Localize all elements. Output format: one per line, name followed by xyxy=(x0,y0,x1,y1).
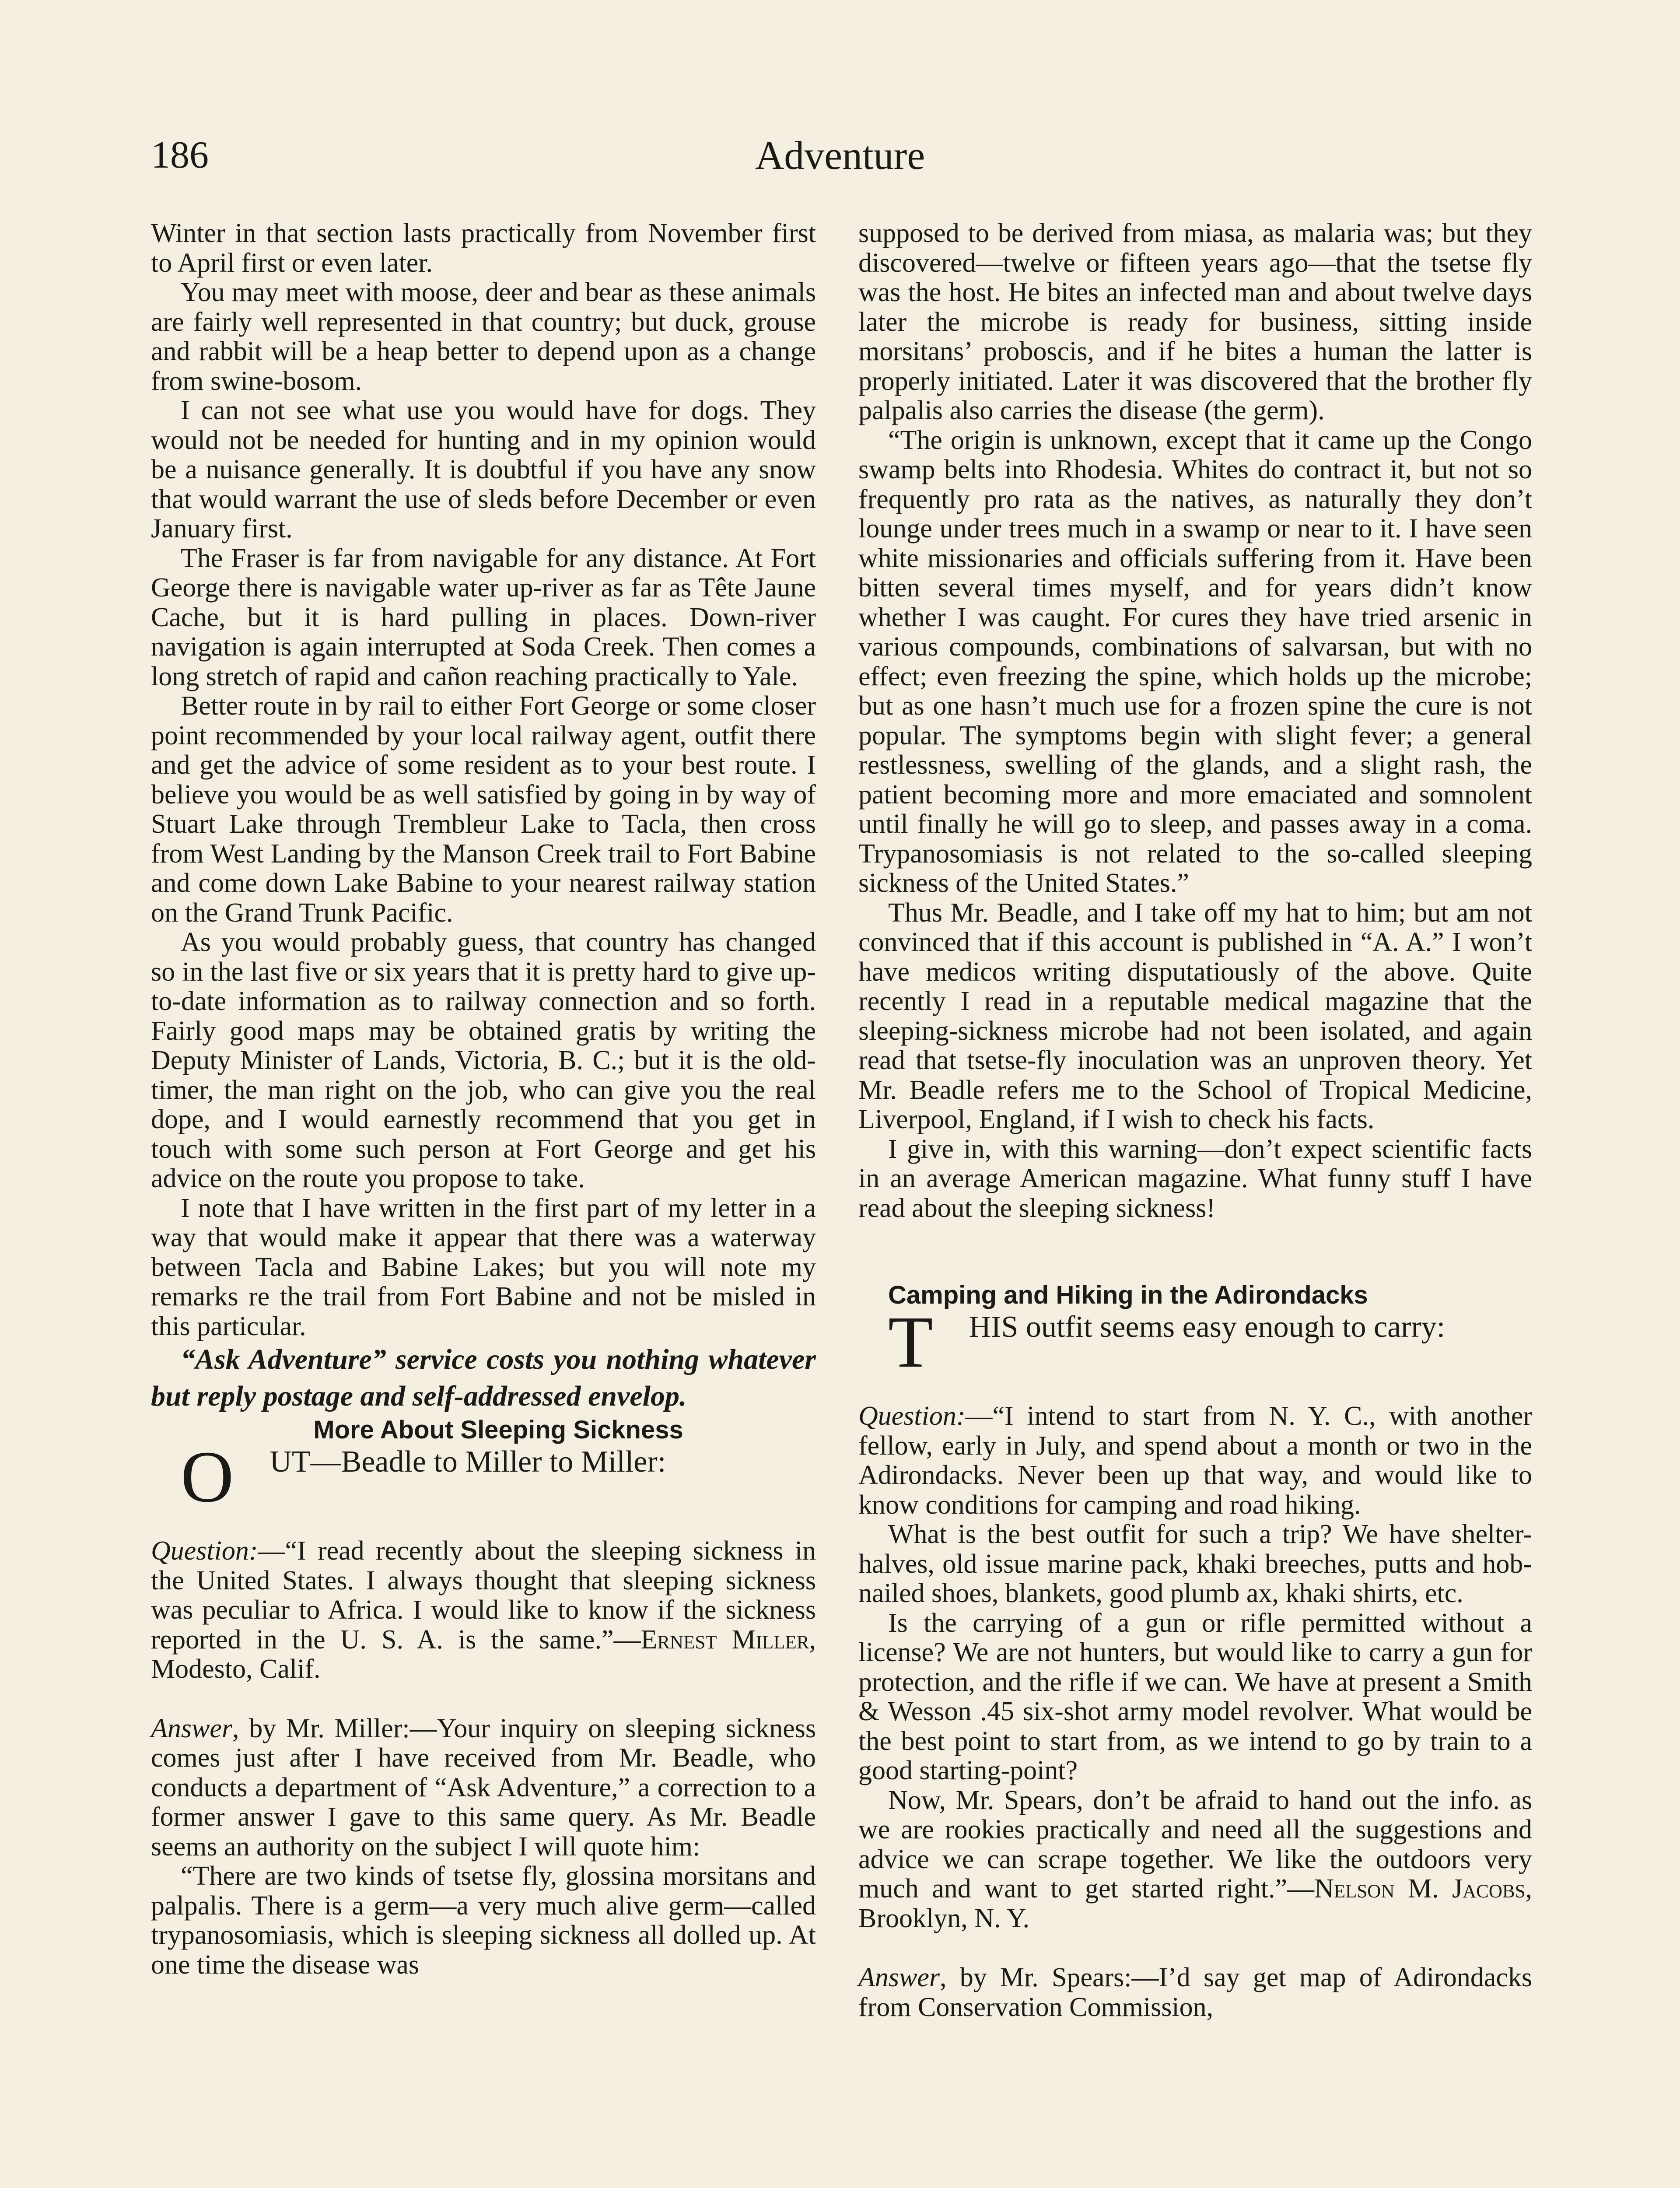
answer-text: , by Mr. Spears:—I’d say get map of Adirondacks from Conservation Commission, xyxy=(858,1963,1532,2022)
question-paragraph xyxy=(151,1536,816,1684)
answer-paragraph xyxy=(858,1963,1532,2022)
paragraph: “The origin is unknown, except that it came up the Congo swamp belts into Rhodesia. Whites do contract it, but not so frequently pro rata as the natives, as naturally they don’t lounge under trees much in a swamp or near to it. I have seen white missionaries and officials suffering from it. Have been bitten several times myself, and for years didn’t know whether I was caught. For cures they have tried arsenic in various compounds, combinations of salvarsan, but with no effect; even freezing the spine, which holds up the microbe; but as one hasn’t much use for a frozen spine the cure is not popular. The symptoms begin with slight fever; a general restlessness, swelling of the glands, and a slight rash, the patient becoming more and more emaciated and somnolent until finally he will go to sleep, and passes away in a coma. Trypanosomiasis is not related to the so-called sleeping sickness of the United States.” xyxy=(858,425,1532,898)
page-number: 186 xyxy=(151,134,209,176)
lead-text: HIS outfit seems easy enough to carry: xyxy=(969,1310,1446,1344)
paragraph: supposed to be derived from miasa, as malaria was; but they discovered—twelve or fifteen years ago—that the tsetse fly was the host. He bites an infected man and about twelve days later the microbe is ready for business, sitting inside morsitans’ proboscis, and if he bites a human the latter is properly initiated. Later it was discovered that the brother fly palpalis also carries the disease (the germ). xyxy=(858,218,1532,425)
question-paragraph: Is the carrying of a gun or rifle permitted without a license? We are not hunters, but would like to carry a gun for protection, and the rifle if we can. We have at present a Smith & Wesson .45 six-shot army model revolver. What would be the best point to start from, as we intend to go by train to a good starting-point? xyxy=(858,1608,1532,1785)
question-place: , Modesto, Calif. xyxy=(151,1624,816,1684)
paragraph: The Fraser is far from navigable for any distance. At Fort George there is navigable water up-river as far as Tête Jaune Cache, but it is hard pulling in places. Down-river navigation is again interrupted at Soda Creek. Then comes a long stretch of rapid and cañon reaching practically to Yale. xyxy=(151,543,816,691)
drop-cap: T xyxy=(888,1301,933,1383)
question-label: Question: xyxy=(151,1536,258,1566)
paragraph: As you would probably guess, that country has changed so in the last five or six years that it is pretty hard to give up-to-date information as to railway connection and so forth. Fairly good maps may be obtained gratis by writing the Deputy Minister of Lands, Victoria, B. C.; but it is the old-timer, the man right on the job, who can give you the real dope, and I would earnestly recommend that you get in touch with some such person at Fort George and get his advice on the route you propose to take. xyxy=(151,927,816,1193)
answer-text: , by Mr. Miller:—Your inquiry on sleeping sickness comes just after I have received from Mr. Beadle, who conducts a department of “Ask Adventure,” a correction to a former answer I gave to this same query. As Mr. Beadle seems an authority on the subject I will quote him: xyxy=(151,1713,816,1862)
question-place: , Brooklyn, N. Y. xyxy=(858,1874,1533,1933)
right-column xyxy=(858,219,1532,2022)
question-label: Question: xyxy=(858,1401,966,1431)
question-paragraph xyxy=(858,1786,1532,1934)
paragraph: Better route in by rail to either Fort George or some closer point recommended by your local railway agent, outfit there and get the advice of some resident as to your best route. I believe you would be as well satisfied by going in by way of Stuart Lake through Trembleur Lake to Tacla, then cross from West Landing by the Manson Creek trail to Fort Babine and come down Lake Babine to your nearest railway station on the Grand Trunk Pacific. xyxy=(151,691,816,928)
quoted-paragraph: “There are two kinds of tsetse fly, glossina morsitans and palpalis. There is a germ—a very much alive germ—called trypanosomiasis, which is sleeping sickness all dolled up. At one time the disease was xyxy=(151,1861,816,1980)
question-text: Now, Mr. Spears, don’t be afraid to hand out the info. as we are rookies practically and need all the suggestions and advice we can scrape together. We like the outdoors very much and want to get started right.”— xyxy=(858,1785,1532,1904)
paragraph: You may meet with moose, deer and bear as these animals are fairly well represented in that country; but duck, grouse and rabbit will be a heap better to depend upon as a change from swine-bosom. xyxy=(151,277,816,396)
question-signature: Ernest Miller xyxy=(640,1624,809,1655)
paragraph: I note that I have written in the first part of my letter in a way that would make it appear that there was a waterway between Tacla and Babine Lakes; but you will note my remarks re the trail from Fort Babine and not be misled in this particular. xyxy=(151,1193,816,1341)
question-paragraph xyxy=(858,1402,1532,1520)
question-paragraph: What is the best outfit for such a trip? We have shelter-halves, old issue marine pack, khaki breeches, putts and hob-nailed shoes, blankets, good plumb ax, khaki shirts, etc. xyxy=(858,1519,1532,1608)
question-text: —“I read recently about the sleeping sickness in the United States. I always thought that sleeping sickness was peculiar to Africa. I would like to know if the sickness reported in the U. S. A. is the same.”— xyxy=(151,1536,816,1655)
paragraph: Winter in that section lasts practically from November first to April first or even later. xyxy=(151,218,816,278)
lead-text: UT—Beadle to Miller to Miller: xyxy=(270,1445,666,1479)
paragraph: I give in, with this warning—don’t expect scientific facts in an average American magazine. What funny stuff I have read about the sleeping sickness! xyxy=(858,1134,1532,1223)
paragraph: Thus Mr. Beadle, and I take off my hat to him; but am not convinced that if this account is published in “A. A.” I won’t have medicos writing disputatiously of the above. Quite recently I read in a reputable medical magazine that the sleeping-sickness microbe had not been isolated, and again read that tsetse-fly inoculation was an unproven theory. Yet Mr. Beadle refers me to the School of Tropical Medicine, Liverpool, England, if I wish to check his facts. xyxy=(858,898,1532,1134)
question-signature: Nelson M. Jacobs xyxy=(1314,1874,1526,1904)
magazine-title: Adventure xyxy=(755,133,925,178)
section-heading-sleeping-sickness: More About Sleeping Sickness xyxy=(313,1416,683,1444)
section-lead xyxy=(858,1301,1532,1383)
question-text: —“I intend to start from N. Y. C., with another fellow, early in July, and spend about a month or two in the Adirondacks. Never been up that way, and would like to know conditions for camping and road hiking. xyxy=(858,1401,1532,1520)
section-heading-adirondacks: Camping and Hiking in the Adirondacks xyxy=(888,1281,1368,1309)
answer-paragraph xyxy=(151,1714,816,1862)
answer-label: Answer xyxy=(151,1713,232,1743)
service-notice: “Ask Adventure” service costs you nothing whatever but reply postage and self-addressed envelop. xyxy=(151,1343,816,1412)
running-head xyxy=(151,127,1529,188)
left-column xyxy=(151,219,816,1980)
section-lead xyxy=(151,1436,816,1518)
paragraph: I can not see what use you would have for dogs. They would not be needed for hunting and in my opinion would be a nuisance generally. It is doubtful if you have any snow that would warrant the use of sleds before December or even January first. xyxy=(151,396,816,543)
drop-cap: O xyxy=(181,1436,234,1518)
answer-label: Answer xyxy=(858,1963,940,1992)
